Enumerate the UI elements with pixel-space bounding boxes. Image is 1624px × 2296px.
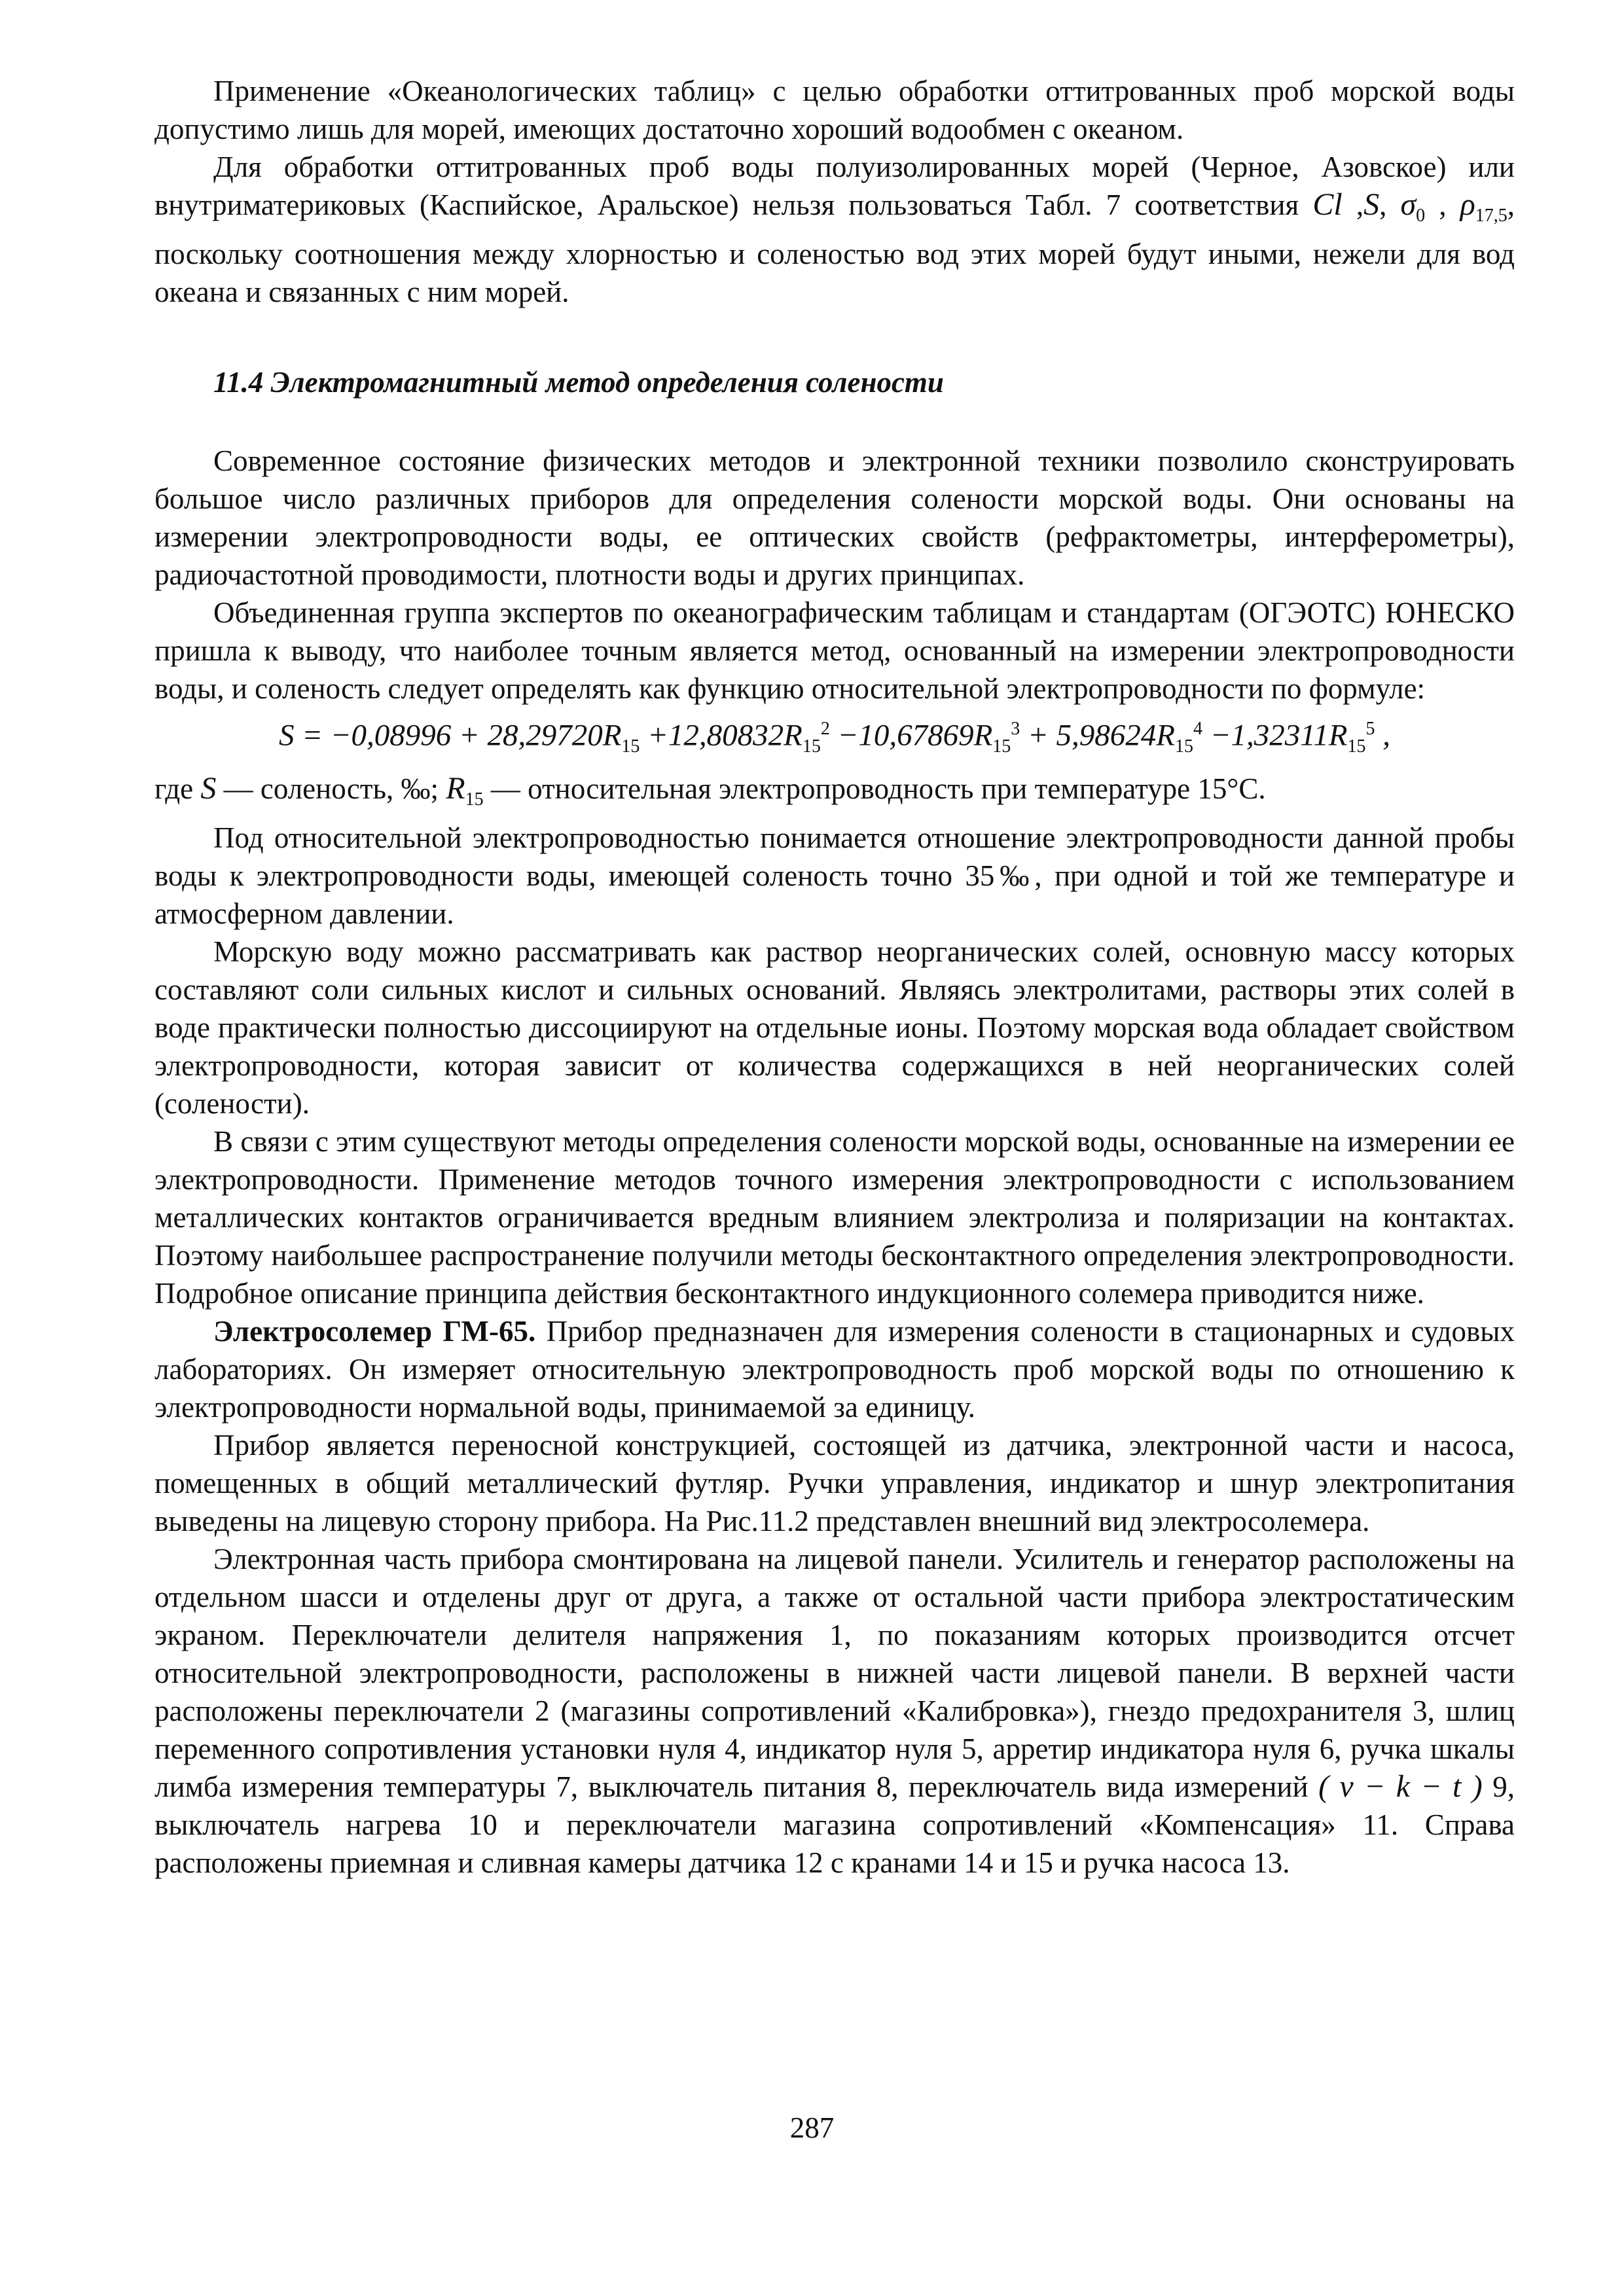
document-page [154, 72, 1515, 1882]
salinity-formula [154, 710, 1515, 766]
formula-sub: 15 [802, 736, 821, 757]
formula-r: R [1156, 718, 1175, 753]
formula-term: −10,67869 [829, 718, 974, 753]
paragraph-8 [154, 1312, 1515, 1426]
paragraph-9: Прибор является переносной конструкцией, состоящей из датчика, электронной части и насоса, помещенных в общий металлический футляр. Ручки управления, индикатор и шнур электропитания выведены на лицевую сторону прибора. На Рис.11.2 представлен внешний вид электросолемера. [154, 1429, 1515, 1538]
formula-term: +12,80832 [640, 718, 784, 753]
formula-r: R [602, 718, 622, 753]
paragraph-7: В связи с этим существуют методы определения солености морской воды, основанные на измерении ее электропроводности. Применение методов точного измерения электропроводности с использованием металлических контактов ограничивается вредным влиянием электролиза и поляризации на контактах. Поэтому наибольшее распространение получили методы бесконтактного определения электропроводности. Подробное описание принципа действия бесконтактного индукционного солемера приводится ниже. [154, 1125, 1515, 1310]
conductivity-subscript: 15 [465, 789, 484, 810]
text-run: , [1342, 188, 1364, 221]
paragraph-5: Под относительной электропроводностью понимается отношение электропроводности данной пробы воды к электропроводности воды, имеющей соленость точно 35‰, при одной и той же температуре и атмосферном давлении. [154, 821, 1515, 931]
chlorinity-symbol: Cl [1312, 187, 1343, 222]
text-run: 9, выключатель нагрева 10 и переключатели магазина сопротивлений «Компенсация» 11. Справа расположены приемная и сливная камеры датчика 12 с кранами 14 и 15 и ручка насоса 13. [154, 1770, 1515, 1880]
formula-term: S = −0,08996 + 28,29720 [279, 718, 603, 753]
formula-sub: 15 [621, 736, 640, 757]
formula-exponent: 4 [1193, 719, 1202, 739]
text-run: , [1425, 188, 1460, 221]
salinity-symbol: S [1363, 187, 1380, 222]
paragraph-2 [154, 148, 1515, 311]
spacer [154, 311, 1515, 346]
formula-r: R [784, 718, 803, 753]
formula-sub: 15 [1347, 736, 1366, 757]
text-run: , [1379, 188, 1401, 221]
text-run: Для обработки оттитрованных проб воды полуизолированных морей (Черное, Азовское) или внутриматериковых (Каспийское, Аральское) нельзя пользоваться Табл. 7 соответствия [154, 151, 1515, 221]
rho-subscript: 17,5 [1475, 206, 1507, 226]
text-run: Прибор предназначен для измерения солености в стационарных и судовых лабораториях. Он измеряет относительную электропроводность проб морской воды по отношению к электропроводности нормальной воды, принимаемой за единицу. [154, 1315, 1515, 1424]
paragraph-1: Применение «Океанологических таблиц» с целью обработки оттитрованных проб морской воды допустимо лишь для морей, имеющих достаточно хороший водообмен с океаном. [154, 75, 1515, 145]
formula-term: , [1375, 718, 1390, 753]
formula-term: −1,32311 [1202, 718, 1329, 753]
text-run: где [154, 772, 201, 806]
rho-symbol: ρ [1460, 187, 1475, 222]
conductivity-symbol: R [446, 771, 465, 806]
formula-term: + 5,98624 [1020, 718, 1157, 753]
formula-r: R [1328, 718, 1348, 753]
salinity-symbol: S [200, 771, 217, 806]
page-number: 287 [789, 2111, 835, 2144]
text-run: — соленость, ‰; [216, 772, 446, 806]
formula-exponent: 2 [820, 719, 830, 739]
formula-sub: 15 [1174, 736, 1193, 757]
paragraph-3: Современное состояние физических методов и электронной техники позволило сконструировать большое число различных приборов для определения солености морской воды. Они основаны на измерении электропроводности воды, ее оптических свойств (рефрактометры, интерферометры), радиочастотной проводимости, плотности воды и других принципах. [154, 444, 1515, 591]
device-name: Электросолемер ГМ-65. [213, 1315, 536, 1348]
formula-r: R [973, 718, 993, 753]
formula-legend [154, 770, 1515, 819]
paragraph-6: Морскую воду можно рассматривать как раствор неорганических солей, основную массу которых составляют соли сильных кислот и сильных оснований. Являясь электролитами, растворы этих солей в воде практически полностью диссоциируют на отдельные ионы. Поэтому морская вода обладает свойством электропроводности, которая зависит от количества содержащихся в ней неорганических солей (солености). [154, 935, 1515, 1121]
text-run: Электронная часть прибора смонтирована на лицевой панели. Усилитель и генератор расположены на отдельном шасси и отделены друг от друга, а также от остальной части прибора электростатическим экраном. Переключатели делителя напряжения 1, по показаниям которых производится отсчет относительной электропроводности, расположены в нижней части лицевой панели. В верхней части расположены переключатели 2 (магазины сопротивлений «Калибровка»), гнездо предохранителя 3, шлиц переменного сопротивления установки нуля 4, индикатор нуля 5, арретир индикатора нуля 6, ручка шкалы лимба измерения температуры 7, выключатель питания 8, переключатель вида измерений [154, 1543, 1515, 1804]
paragraph-4: Объединенная группа экспертов по океанографическим таблицам и стандартам (ОГЭОТС) ЮНЕСКО пришла к выводу, что наиболее точным является метод, основанный на измерении электропроводности воды, и соленость следует определять как функцию относительной электропроводности по формуле: [154, 596, 1515, 705]
paragraph-10 [154, 1540, 1515, 1882]
measurement-mode-symbol: ( v − k − t ) [1318, 1769, 1483, 1804]
formula-exponent: 3 [1011, 719, 1020, 739]
section-heading: 11.4 Электромагнитный метод определения солености [213, 366, 944, 399]
sigma-subscript: 0 [1416, 206, 1426, 226]
sigma-symbol: σ [1400, 187, 1416, 222]
text-run: — относительная электропроводность при температуре 15°С. [483, 772, 1266, 806]
formula-exponent: 5 [1365, 719, 1375, 739]
text-run: , поскольку соотношения между хлорностью и соленостью вод этих морей будут иными, нежели для вод океана и связанных с ним морей. [154, 188, 1515, 308]
formula-sub: 15 [992, 736, 1011, 757]
